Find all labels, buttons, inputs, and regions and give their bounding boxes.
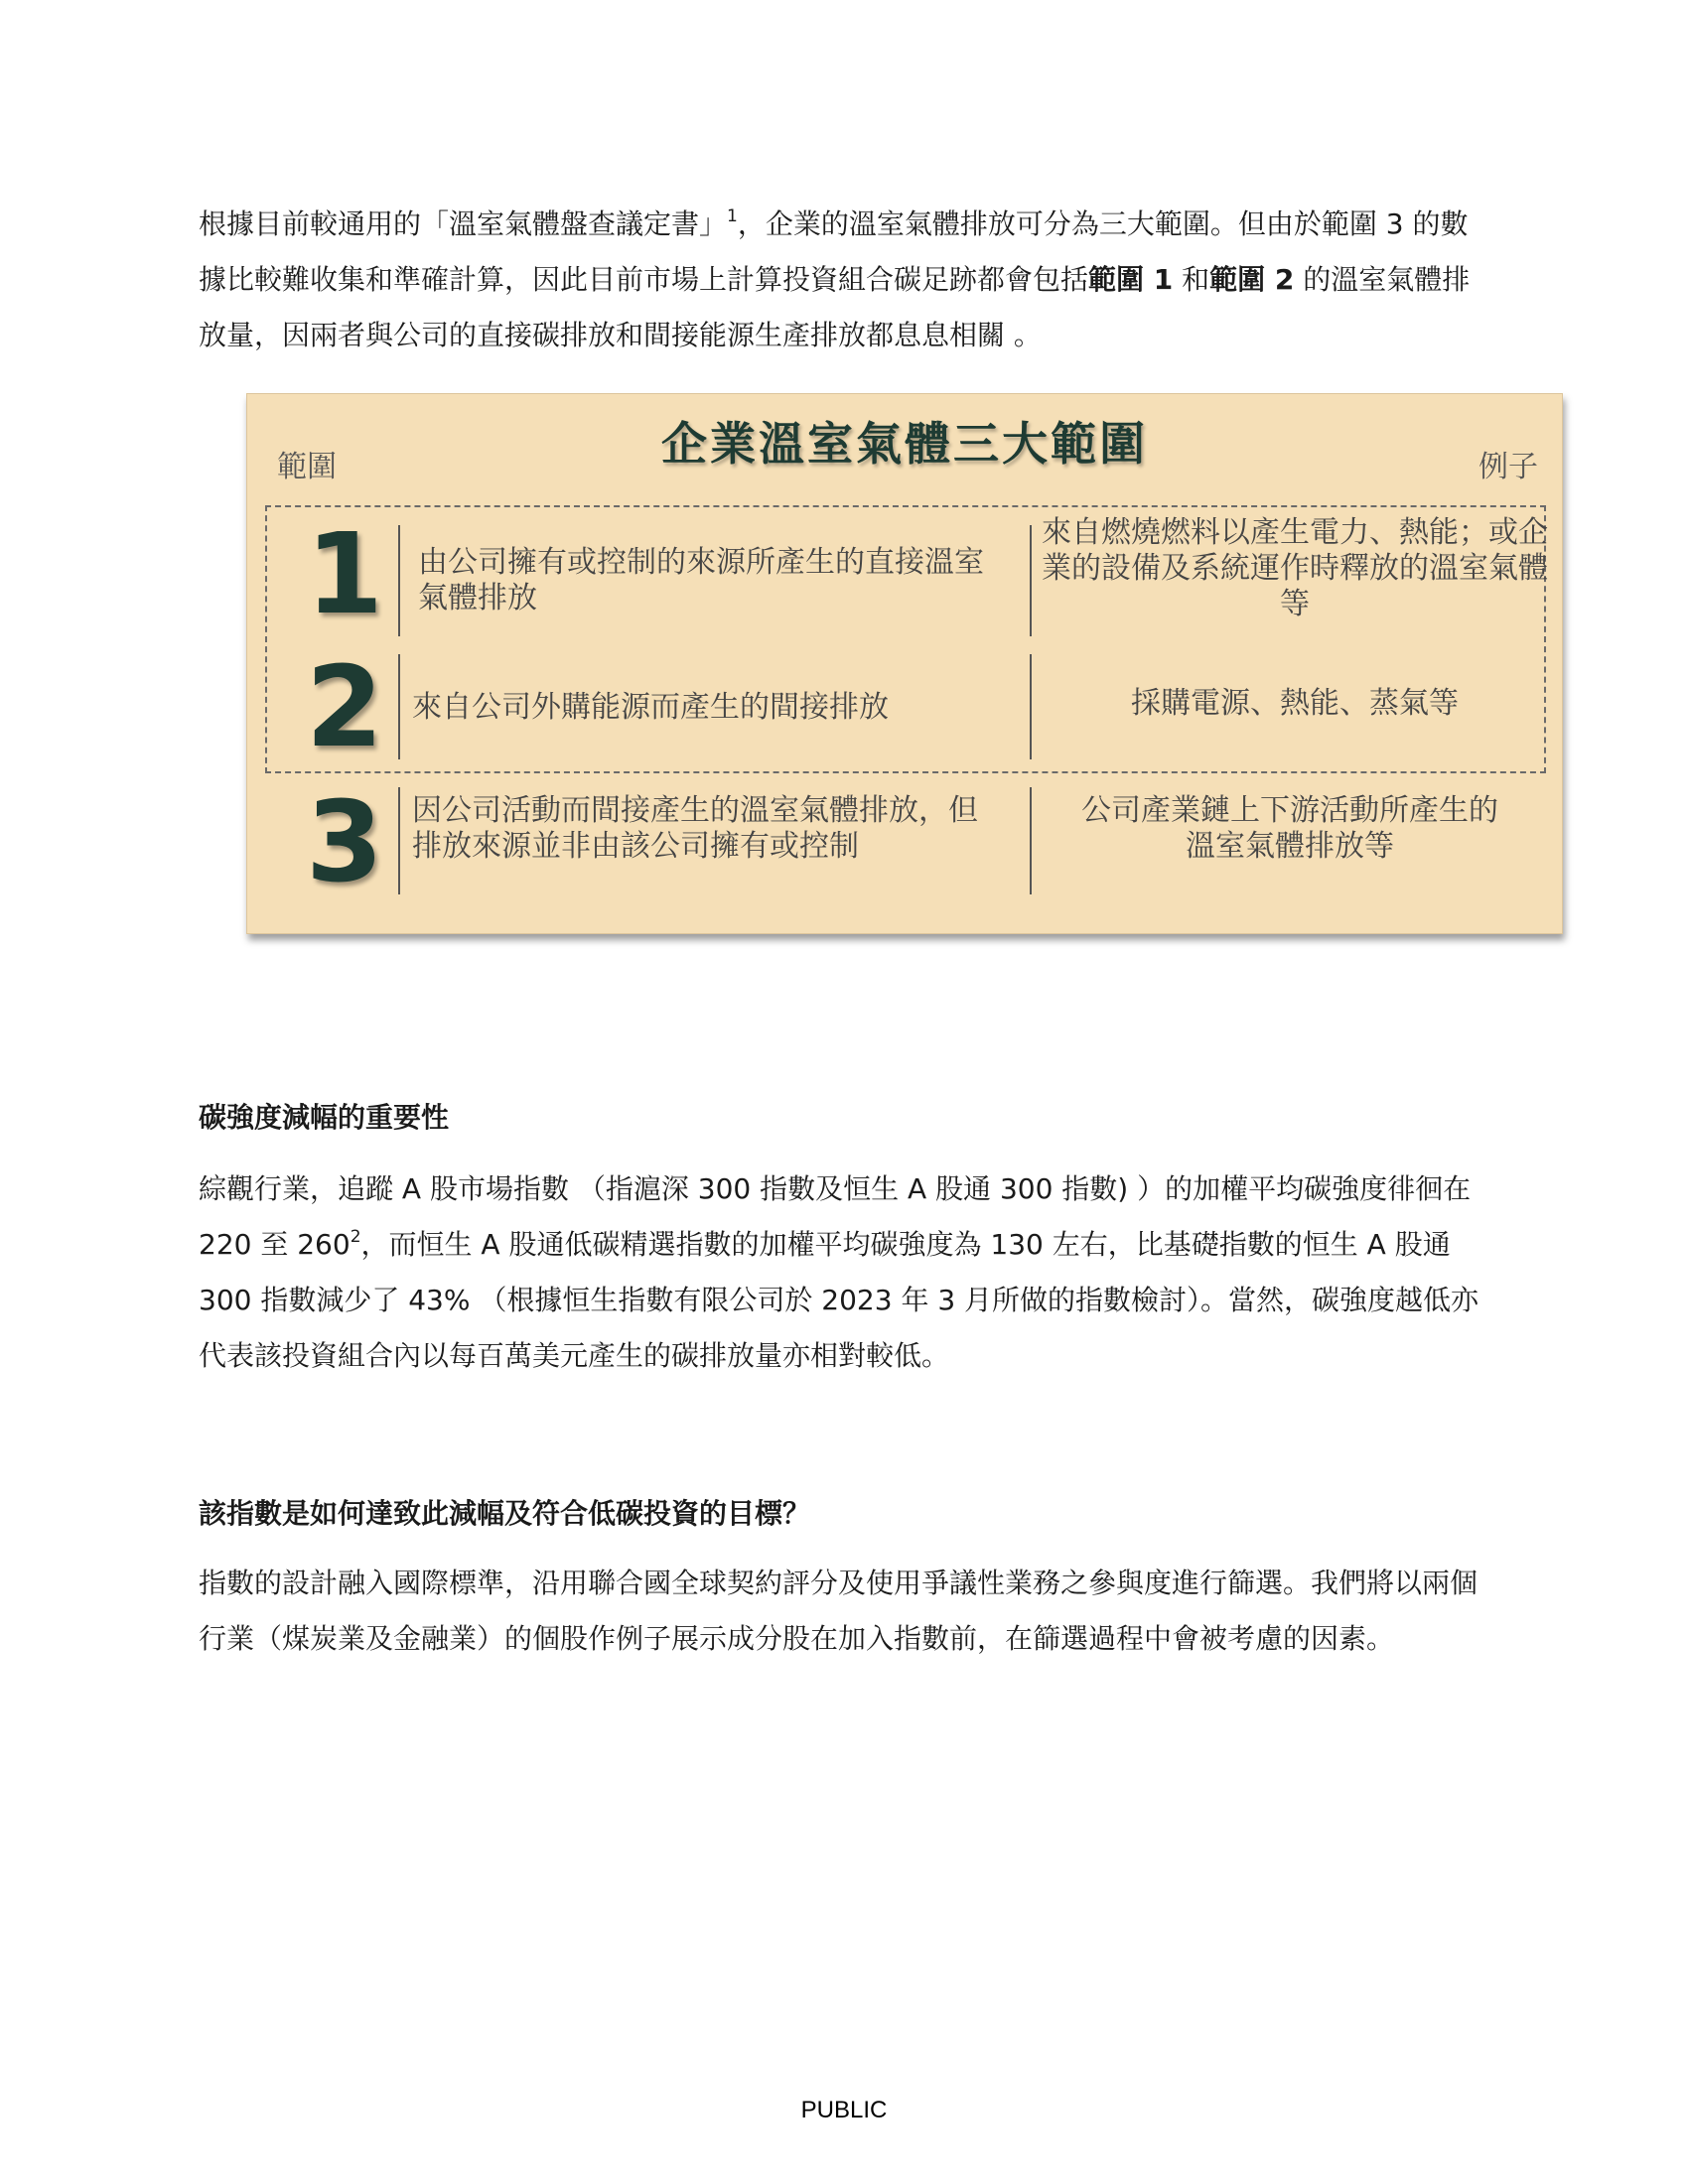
figure-example-label: 例子	[1478, 450, 1538, 484]
scope-row-3	[247, 778, 1562, 912]
carbon-intensity-text-a: 綜觀行業，追蹤 A 股市場指數 （指滬深 300 指數及恒生 A 股通 300 指數) ）的加權平均碳強度徘徊在 220 至 260	[199, 1172, 1472, 1261]
intro-paragraph	[199, 197, 1489, 363]
scope-number-3: 3	[306, 778, 383, 907]
scope-number-2: 2	[306, 643, 383, 772]
intro-bold-scope2: 範圍 2	[1209, 263, 1295, 296]
intro-text-d: 的溫室氣體排放量，因兩者與公司的直接碳排放和間接能源生產排放都息息相關 。	[199, 263, 1471, 351]
section-heading-carbon-intensity: 碳強度減幅的重要性	[199, 1101, 450, 1134]
figure-scope-label: 範圍	[277, 450, 337, 484]
page-footer-classification: PUBLIC	[800, 2097, 888, 2123]
carbon-intensity-text-b: ，而恒生 A 股通低碳精選指數的加權平均碳強度為 130 左右，比基礎指數的恒生 A 股通 300 指數減少了 43% （根據恒生指數有限公司於 2023 年 3 月所做的指數檢討）。當然，碳強度越低亦代表該投資組合內以每百萬美元產生的碳排放量亦相對較低。	[199, 1228, 1479, 1372]
intro-text-b: ，企業的溫室氣體排放可分為三大範圍。但由於範圍 3 的數據比較難收集和準確計算，因此目前市場上計算投資組合碳足跡都會包括	[199, 207, 1469, 296]
carbon-intensity-paragraph	[199, 1161, 1489, 1384]
intro-text-a: 根據目前較通用的「溫室氣體盤查議定書」	[199, 207, 728, 240]
footnote-ref-1[interactable]: 1	[727, 206, 738, 226]
section-heading-index-method: 該指數是如何達致此減幅及符合低碳投資的目標？	[199, 1497, 811, 1530]
scope-description-3: 因公司活動而間接產生的溫室氣體排放，但排放來源並非由該公司擁有或控制	[412, 793, 978, 864]
scope-description-1: 由公司擁有或控制的來源所產生的直接溫室氣體排放	[418, 545, 984, 615]
intro-bold-scope1: 範圍 1	[1088, 263, 1174, 296]
footnote-ref-2[interactable]: 2	[350, 1227, 361, 1247]
ghg-scopes-figure	[246, 393, 1563, 934]
scope-description-2: 來自公司外購能源而產生的間接排放	[412, 690, 889, 725]
scope-row-2	[247, 643, 1562, 772]
row-divider	[1030, 525, 1032, 636]
row-divider	[398, 787, 400, 894]
row-divider	[1030, 787, 1032, 894]
figure-title: 企業溫室氣體三大範圍	[661, 417, 1148, 471]
row-divider	[398, 654, 400, 759]
scope-example-1: 來自燃燒燃料以產生電力、熱能；或企業的設備及系統運作時釋放的溫室氣體等	[1042, 515, 1548, 621]
intro-text-c: 和	[1173, 263, 1210, 296]
index-method-paragraph: 指數的設計融入國際標準，沿用聯合國全球契約評分及使用爭議性業務之參與度進行篩選。我們將以兩個行業（煤炭業及金融業）的個股作例子展示成分股在加入指數前，在篩選過程中會被考慮的因素。	[199, 1567, 1478, 1655]
row-divider	[398, 525, 400, 636]
scope-row-1	[247, 510, 1562, 642]
row-divider	[1030, 654, 1032, 759]
scope-example-3: 公司產業鏈上下游活動所產生的溫室氣體排放等	[1081, 793, 1498, 864]
scope-example-2: 採購電源、熱能、蒸氣等	[1131, 686, 1459, 721]
scope-number-1: 1	[306, 510, 383, 639]
